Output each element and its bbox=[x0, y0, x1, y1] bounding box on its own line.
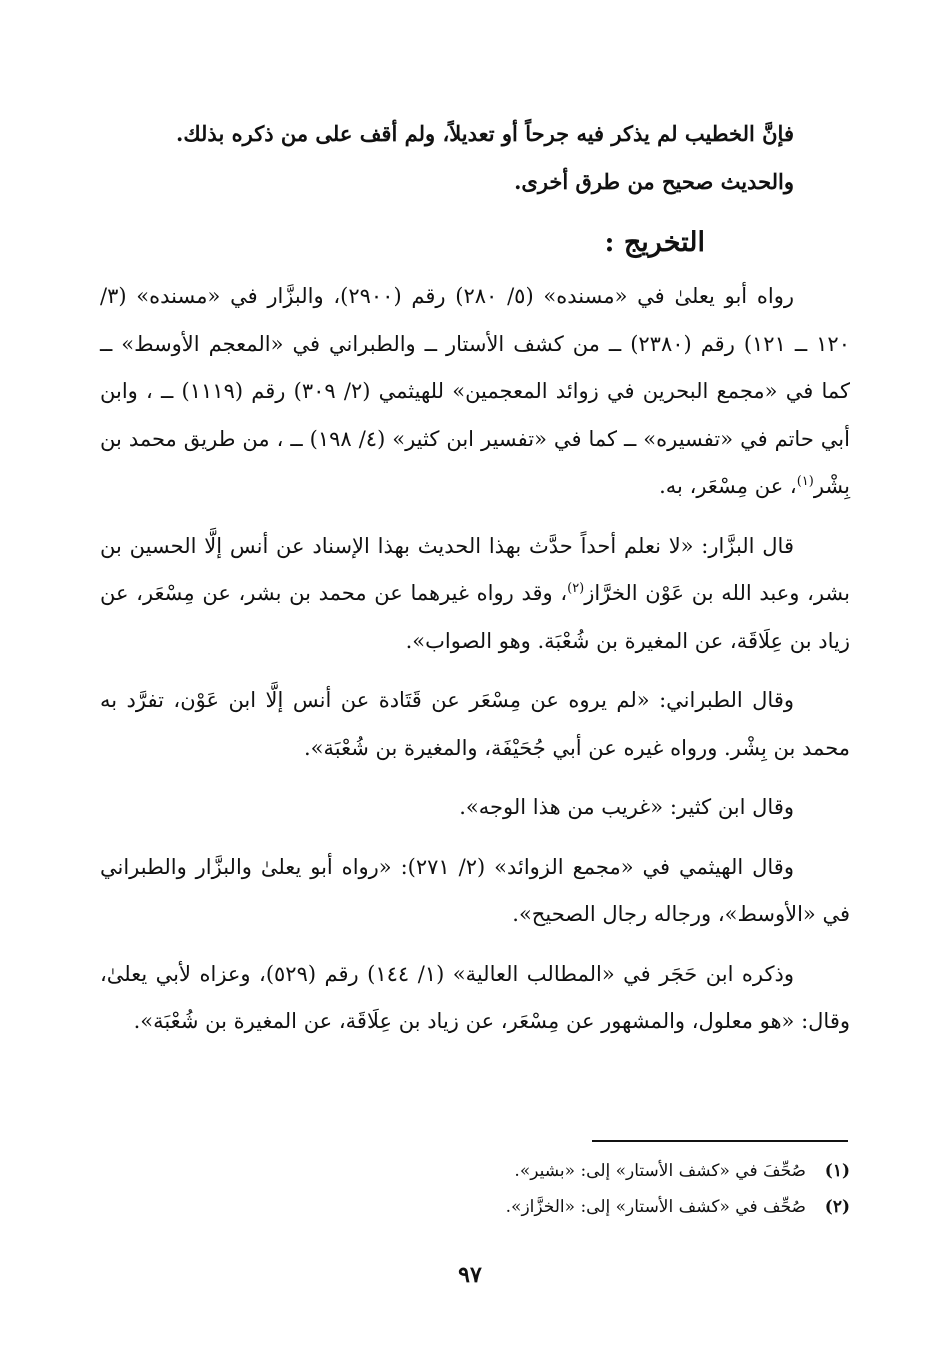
footnote-number: (١) bbox=[824, 1161, 850, 1181]
takhrij-text: رواه أبو يعلىٰ في «مسنده» (٥/ ٢٨٠) رقم (٢٩٠٠)، والبزَّار في «مسنده» (٣/ ١٢٠ ــ ١٢١) رقم (٢٣٨٠) ــ من كشف الأستار ــ والطبراني في «المعجم الأوسط» ــ كما في «مجمع البحرين في زوائد المعجمين» للهيثمي (٢/ ٣٠٩) رقم (١١١٩) ــ ، وابن أبي حاتم في «تفسيره» ــ كما في «تفسير ابن كثير» (٤/ ١٩٨) ــ ، من طريق محمد بن بِشْر bbox=[100, 284, 850, 498]
footnote-number: (٢) bbox=[824, 1197, 850, 1217]
footnote-divider bbox=[592, 1140, 848, 1142]
footnote-2 bbox=[100, 1189, 850, 1225]
footnotes bbox=[100, 1153, 850, 1225]
hadith-ruling: والحديث صحيح من طرق أخرى. bbox=[514, 168, 794, 194]
bazzar-text: قال البزَّار: «لا نعلم أحداً حدَّث بهذا الحديث بهذا الإسناد عن أنس إلَّا الحسين بن بشر، وعبد الله بن عَوْن الخرَّاز bbox=[100, 533, 851, 605]
tabarani-quote: وقال الطبراني: «لم يروه عن مِسْعَر عن قَتَادة عن أنس إلَّا ابن عَوْن، تفرَّد به محمد بن بِشْر. ورواه غيره عن أبي جُحَيْفَة، والمغيرة بن شُعْبَة». bbox=[100, 688, 850, 760]
footnote-1 bbox=[100, 1153, 850, 1189]
takhrij-paragraph bbox=[100, 273, 850, 511]
footnote-text: صُحِّفَ في «كشف الأستار» إلى: «بشير». bbox=[514, 1161, 806, 1181]
bazzar-text-end: ، وقد رواه غيرهما عن محمد بن بشر، عن مِسْعَر، عن زياد بن عِلَاقَة، عن المغيرة بن شُعْبَة. وهو الصواب». bbox=[100, 581, 850, 653]
page-number: ٩٧ bbox=[458, 1262, 482, 1288]
footnote-marker-2: (٢) bbox=[567, 581, 585, 596]
bazzar-quote bbox=[100, 523, 850, 666]
opening-paragraph: فإنَّ الخطيب لم يذكر فيه جرحاً أو تعديلاً، ولم أقف على من ذكره بذلك. bbox=[176, 121, 794, 146]
ibn-hajar-quote: وذكره ابن حَجَر في «المطالب العالية» (١/ ١٤٤) رقم (٥٢٩)، وعزاه لأبي يعلىٰ، وقال: «هو معلول، والمشهور عن مِسْعَر، عن زياد بن عِلَاقَة، عن المغيرة بن شُعْبَة». bbox=[100, 961, 850, 1033]
haythami-quote: وقال الهيثمي في «مجمع الزوائد» (٢/ ٢٧١): «رواه أبو يعلىٰ والبزَّار والطبراني في «الأوسط»، ورجاله رجال الصحيح». bbox=[100, 854, 850, 926]
footnote-text: صُحِّف في «كشف الأستار» إلى: «الخزَّاز». bbox=[505, 1197, 806, 1217]
section-heading: التخريج : bbox=[604, 227, 705, 258]
main-text bbox=[100, 110, 850, 1046]
takhrij-text-end: ، عن مِسْعَر، به. bbox=[659, 474, 797, 498]
footnote-marker-1: (١) bbox=[796, 474, 814, 489]
ibn-kathir-quote: وقال ابن كثير: «غريب من هذا الوجه». bbox=[459, 795, 794, 819]
